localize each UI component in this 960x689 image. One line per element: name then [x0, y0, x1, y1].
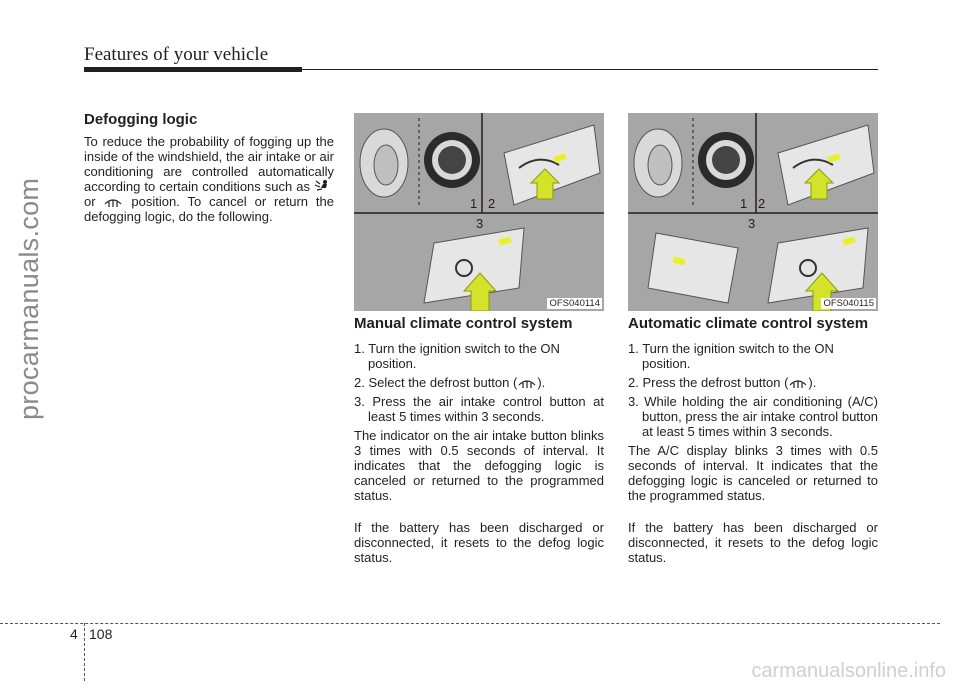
side-watermark: procarmanuals.com	[14, 177, 44, 420]
footer-vertical-rule	[84, 623, 85, 681]
chapter-number: 4	[70, 626, 78, 642]
page-number: 108	[89, 626, 113, 642]
front-defrost-icon	[788, 375, 808, 389]
defogging-logic-text: To reduce the probability of fogging up the inside of the windshield, the air intake or air conditioning are controlled automatically according to certain conditions such as or position. To cancel or return the defogging logic, do the following.	[84, 134, 334, 224]
header-rule	[84, 67, 878, 72]
manual-step-3: 3. Press the air intake control button at least 5 times within 3 seconds.	[354, 394, 604, 424]
manual-climate-illustration	[354, 113, 604, 311]
page-header-title: Features of your vehicle	[84, 44, 269, 65]
footer-rule	[0, 623, 940, 624]
manual-step-2: 2. Select the defrost button ( ).	[354, 375, 546, 390]
figure2-label-3: 3	[748, 216, 756, 231]
figure1-code: OFS040114	[549, 298, 600, 309]
figure2-code: OFS040115	[823, 298, 874, 309]
figure1-label-1: 1	[470, 196, 478, 211]
automatic-climate-illustration	[628, 113, 878, 311]
manual-step-1: 1. Turn the ignition switch to the ON position.	[354, 341, 560, 371]
figure-automatic-climate	[628, 113, 878, 311]
fan-floor-windshield-icon	[314, 179, 334, 193]
automatic-step-3: 3. While holding the air conditioning (A/C) button, press the air intake control button at least 5 times within 3 seconds.	[628, 394, 878, 439]
manual-para-1: The indicator on the air intake button blinks 3 times with 0.5 seconds of interval. It indicates that the defogging logic is canceled or returned to the programmed status.	[354, 428, 604, 503]
manual-climate-section	[354, 316, 604, 565]
manual-para-2: If the battery has been discharged or disconnected, it resets to the defog logic status.	[354, 520, 604, 565]
automatic-para-1: The A/C display blinks 3 times with 0.5 seconds of interval. It indicates that the defogging logic is canceled or returned to the programmed status.	[628, 443, 878, 503]
automatic-climate-heading: Automatic climate control system	[628, 315, 869, 332]
figure1-label-3: 3	[476, 216, 484, 231]
figure2-label-1: 1	[740, 196, 748, 211]
figure2-label-2: 2	[758, 196, 766, 211]
front-defrost-icon	[103, 194, 123, 208]
automatic-step-2: 2. Press the defrost button ( ).	[628, 375, 817, 390]
figure-manual-climate	[354, 113, 604, 311]
figure1-label-2: 2	[488, 196, 496, 211]
automatic-climate-section	[628, 316, 878, 565]
defogging-logic-heading: Defogging logic	[84, 111, 198, 128]
bottom-watermark: carmanualsonline.info	[751, 660, 946, 682]
front-defrost-icon	[517, 375, 537, 389]
manual-climate-heading: Manual climate control system	[354, 315, 573, 332]
automatic-step-1: 1. Turn the ignition switch to the ON position.	[628, 341, 834, 371]
defogging-logic-section	[84, 112, 334, 224]
automatic-para-2: If the battery has been discharged or disconnected, it resets to the defog logic status.	[628, 520, 878, 565]
